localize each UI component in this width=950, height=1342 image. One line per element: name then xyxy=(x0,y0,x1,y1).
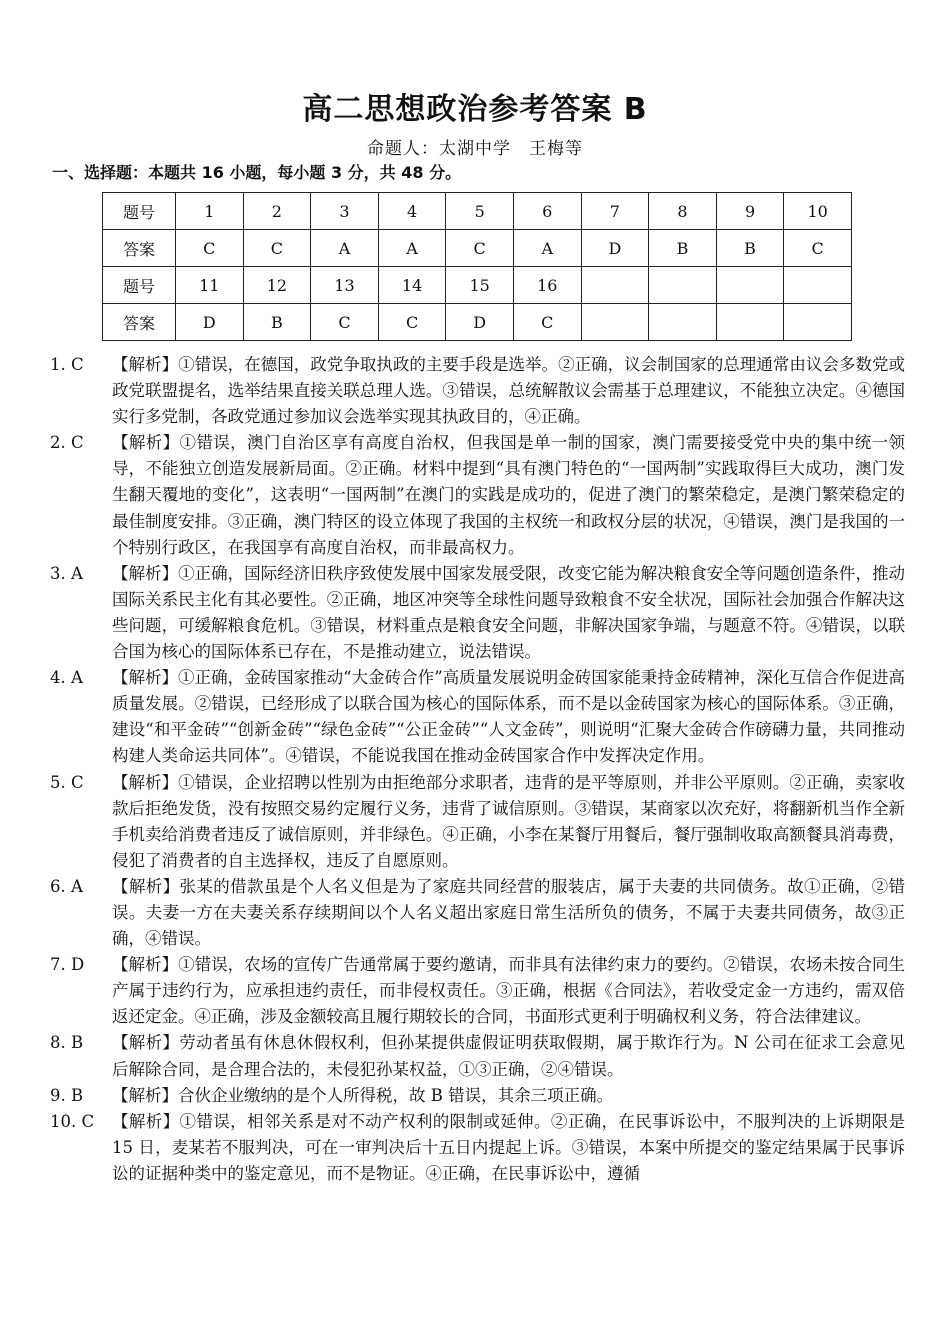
table-row xyxy=(103,230,852,267)
table-cell: 10 xyxy=(784,193,852,230)
list-item xyxy=(50,430,905,560)
item-text: 【解析】①正确，国际经济旧秩序致使发展中国家发展受限，改变它能为解决粮食安全等问题创造条件，推动国际关系民主化有其必要性。②正确，地区冲突等全球性问题导致粮食不安全状况，国际社会加强合作解决这些问题，可缓解粮食危机。③错误，材料重点是粮食安全问题，非解决国家争端，与题意不符。④错误，以联合国为核心的国际体系已存在，不是推动建立，说法错误。 xyxy=(112,563,905,662)
table-cell xyxy=(716,304,784,341)
list-item xyxy=(50,874,905,952)
table-cell: C xyxy=(311,304,379,341)
item-text: 【解析】张某的借款虽是个人名义但是为了家庭共同经营的服装店，属于夫妻的共同债务。故①正确，②错误。夫妻一方在夫妻关系存续期间以个人名义超出家庭日常生活所负的债务，不属于夫妻共同债务，故③正确，④错误。 xyxy=(112,876,905,949)
table-cell: B xyxy=(649,230,717,267)
list-item xyxy=(50,770,905,874)
list-item xyxy=(50,1109,905,1187)
table-cell: 11 xyxy=(176,267,244,304)
table-cell: C xyxy=(378,304,446,341)
table-cell: C xyxy=(784,230,852,267)
table-cell: 7 xyxy=(581,193,649,230)
table-cell: 14 xyxy=(378,267,446,304)
table-cell xyxy=(649,304,717,341)
table-cell: 答案 xyxy=(103,230,176,267)
table-cell: 题号 xyxy=(103,193,176,230)
table-cell: 8 xyxy=(649,193,717,230)
answer-table xyxy=(102,192,852,341)
table-cell xyxy=(784,304,852,341)
item-text: 【解析】劳动者虽有休息休假权利，但孙某提供虚假证明获取假期，属于欺诈行为。N 公司在征求工会意见后解除合同，是合理合法的，未侵犯孙某权益，①③正确，②④错误。 xyxy=(112,1033,905,1079)
item-number: 3. A xyxy=(50,563,83,583)
explanations-list xyxy=(50,352,905,1187)
table-cell: 题号 xyxy=(103,267,176,304)
item-number: 10. C xyxy=(50,1111,95,1131)
item-number: 4. A xyxy=(50,668,83,688)
table-cell: 5 xyxy=(446,193,514,230)
table-cell: D xyxy=(446,304,514,341)
item-number: 2. C xyxy=(50,433,84,453)
table-cell xyxy=(581,267,649,304)
table-cell: 12 xyxy=(243,267,311,304)
table-row xyxy=(103,193,852,230)
item-text: 【解析】①正确，金砖国家推动“大金砖合作”高质量发展说明金砖国家能秉持金砖精神，深化互信合作促进高质量发展。②错误，已经形成了以联合国为核心的国际体系，而不是以金砖国家为核心的国际体系。③正确，建设“和平金砖”“创新金砖”“绿色金砖”“公正金砖”“人文金砖”，则说明“汇聚大金砖合作磅礴力量，共同推动构建人类命运共同体”。④错误，不能说我国在推动金砖国家合作中发挥决定作用。 xyxy=(112,668,905,766)
item-text: 【解析】合伙企业缴纳的是个人所得税，故 B 错误，其余三项正确。 xyxy=(112,1085,614,1105)
table-cell: A xyxy=(378,230,446,267)
table-cell: C xyxy=(243,230,311,267)
table-cell: 15 xyxy=(446,267,514,304)
table-cell: C xyxy=(176,230,244,267)
table-row xyxy=(103,267,852,304)
table-cell: 13 xyxy=(311,267,379,304)
table-cell xyxy=(649,267,717,304)
table-cell: 2 xyxy=(243,193,311,230)
table-cell: C xyxy=(446,230,514,267)
table-cell: B xyxy=(243,304,311,341)
item-number: 7. D xyxy=(50,955,85,975)
table-cell: A xyxy=(513,230,581,267)
list-item xyxy=(50,1030,905,1082)
table-cell: 4 xyxy=(378,193,446,230)
table-cell: D xyxy=(581,230,649,267)
table-cell: 16 xyxy=(513,267,581,304)
item-text: 【解析】①错误，农场的宣传广告通常属于要约邀请，而非具有法律约束力的要约。②错误，农场未按合同生产属于违约行为，应承担违约责任，而非侵权责任。③正确，根据《合同法》，若收受定金一方违约，需双倍返还定金。④正确，涉及金额较高且履行期较长的合同，书面形式更利于明确权利义务，符合法律建议。 xyxy=(112,955,905,1027)
list-item xyxy=(50,352,905,430)
section-heading: 一、选择题：本题共 16 小题，每小题 3 分，共 48 分。 xyxy=(52,163,462,182)
table-cell: A xyxy=(311,230,379,267)
table-row xyxy=(103,304,852,341)
item-text: 【解析】①错误，企业招聘以性别为由拒绝部分求职者，违背的是平等原则，并非公平原则。②正确，卖家收款后拒绝发货，没有按照交易约定履行义务，违背了诚信原则。③错误，某商家以次充好，将翻新机当作全新手机卖给消费者违反了诚信原则，并非绿色。④正确，小李在某餐厅用餐后，餐厅强制收取高额餐具消毒费，侵犯了消费者的自主选择权，违反了自愿原则。 xyxy=(112,772,905,870)
list-item xyxy=(50,665,905,769)
table-cell: C xyxy=(513,304,581,341)
page-title: 高二思想政治参考答案 B xyxy=(302,92,648,127)
list-item xyxy=(50,1083,905,1109)
table-cell: D xyxy=(176,304,244,341)
item-text: 【解析】①错误，澳门自治区享有高度自治权，但我国是单一制的国家，澳门需要接受党中央的集中统一领导，不能独立创造发展新局面。②正确。材料中提到“具有澳门特色的“一国两制”实践取得巨大成功，澳门发生翻天覆地的变化”，这表明“一国两制”在澳门的实践是成功的，促进了澳门的繁荣稳定，是澳门繁荣稳定的最佳制度安排。③正确，澳门特区的设立体现了我国的主权统一和政权分层的状况，④错误，澳门是我国的一个特别行政区，在我国享有高度自治权，而非最高权力。 xyxy=(112,433,905,557)
table-cell: 1 xyxy=(176,193,244,230)
item-number: 1. C xyxy=(50,355,84,374)
item-number: 6. A xyxy=(50,876,83,896)
table-cell: 9 xyxy=(716,193,784,230)
list-item xyxy=(50,561,905,665)
table-cell: 3 xyxy=(311,193,379,230)
item-number: 8. B xyxy=(50,1033,84,1053)
item-text: 【解析】①错误，在德国，政党争取执政的主要手段是选举。②正确，议会制国家的总理通常由议会多数党或政党联盟提名，选举结果直接关联总理人选。③错误，总统解散议会需基于总理建议，不能独立决定。④德国实行多党制，各政党通过参加议会选举实现其执政目的，④正确。 xyxy=(112,355,905,427)
author-line: 命题人：太湖中学 王梅等 xyxy=(367,139,583,159)
item-number: 5. C xyxy=(50,772,84,792)
item-number: 9. B xyxy=(50,1085,84,1105)
table-cell xyxy=(716,267,784,304)
list-item xyxy=(50,952,905,1030)
table-cell: B xyxy=(716,230,784,267)
table-cell: 答案 xyxy=(103,304,176,341)
table-cell xyxy=(581,304,649,341)
table-cell xyxy=(784,267,852,304)
item-text: 【解析】①错误，相邻关系是对不动产权利的限制或延伸。②正确，在民事诉讼中，不服判决的上诉期限是 15 日，麦某若不服判决，可在一审判决后十五日内提起上诉。③错误，本案中所提交的鉴定结果属于民事诉讼的证据种类中的鉴定意见，而不是物证。④正确，在民事诉讼中，遵循 xyxy=(112,1111,905,1183)
table-cell: 6 xyxy=(513,193,581,230)
